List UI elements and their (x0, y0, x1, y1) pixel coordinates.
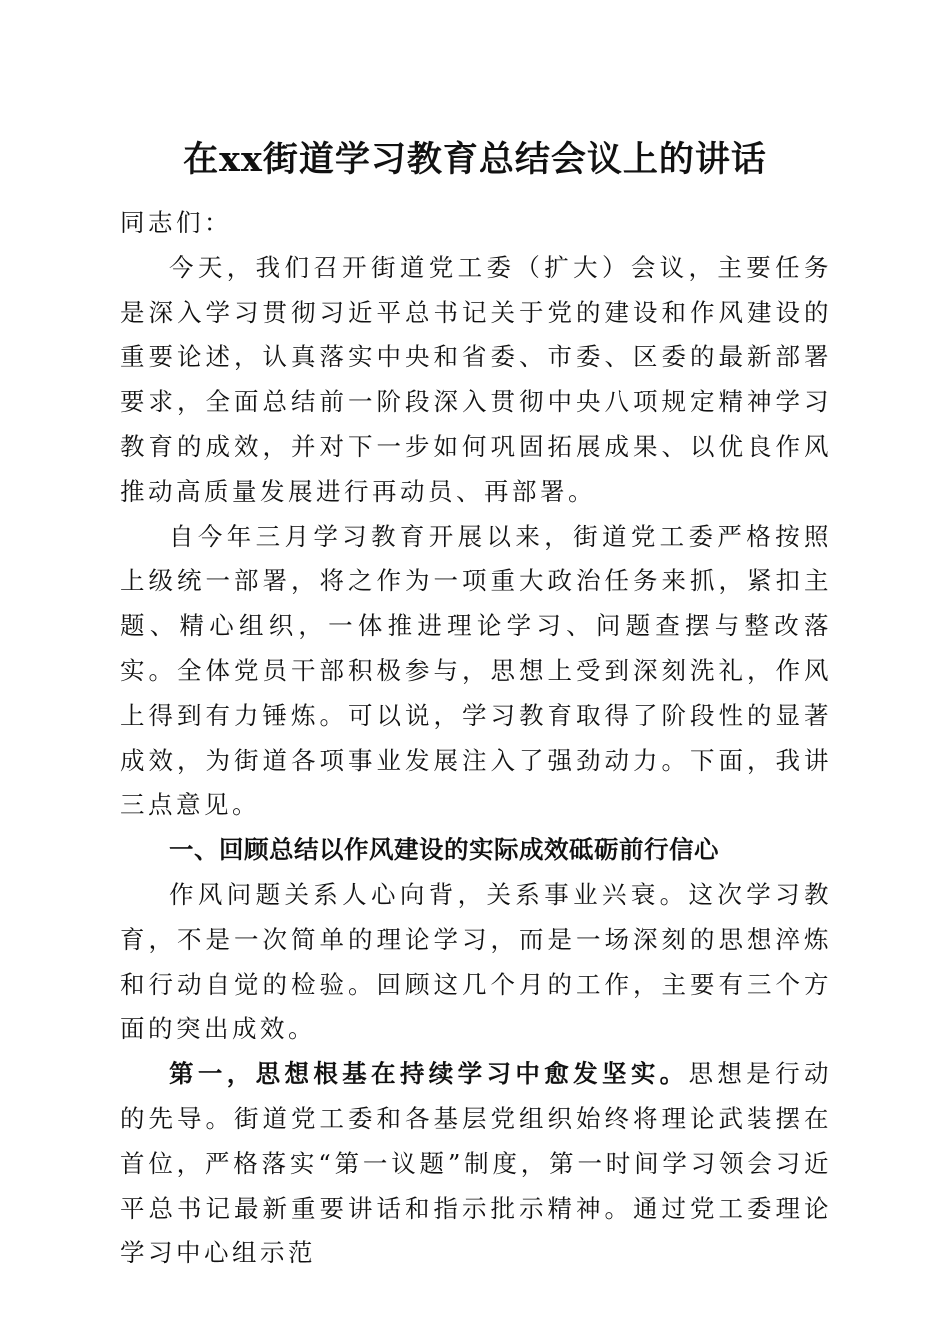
section-heading-1: 一、回顾总结以作风建设的实际成效砥砺前行信心 (169, 835, 719, 865)
document-body (120, 201, 832, 1276)
paragraph-opening: 今天，我们召开街道党工委（扩大）会议，主要任务是深入学习贯彻习近平总书记关于党的建设和作风建设的重要论述，认真落实中央和省委、市委、区委的最新部署要求，全面总结前一阶段深入贯彻中央八项规定精神学习教育的成效，并对下一步如何巩固拓展成果、以优良作风推动高质量发展进行再动员、再部署。 (120, 252, 832, 506)
point-one-text: 思想是行动的先导。街道党工委和各基层党组织始终将理论武装摆在首位，严格落实“第一议题”制度，第一时间学习领会习近平总书记最新重要讲话和指示批示精神。通过党工委理论学习中心组示范 (120, 1059, 833, 1268)
salutation: 同志们： (120, 208, 232, 237)
paragraph-point-one (120, 1052, 832, 1276)
point-one-lead: 第一，思想根基在持续学习中愈发坚实。 (169, 1059, 689, 1089)
paragraph-background: 自今年三月学习教育开展以来，街道党工委严格按照上级统一部署，将之作为一项重大政治任务来抓，紧扣主题、精心组织，一体推进理论学习、问题查摆与整改落实。全体党员干部积极参与，思想上受到深刻洗礼，作风上得到有力锤炼。可以说，学习教育取得了阶段性的显著成效，为街道各项事业发展注入了强劲动力。下面，我讲三点意见。 (120, 521, 832, 820)
document-title: 在xx街道学习教育总结会议上的讲话 (183, 139, 767, 180)
paragraph-section-intro: 作风问题关系人心向背，关系事业兴衰。这次学习教育，不是一次简单的理论学习，而是一场深刻的思想淬炼和行动自觉的检验。回顾这几个月的工作，主要有三个方面的突出成效。 (120, 879, 832, 1044)
